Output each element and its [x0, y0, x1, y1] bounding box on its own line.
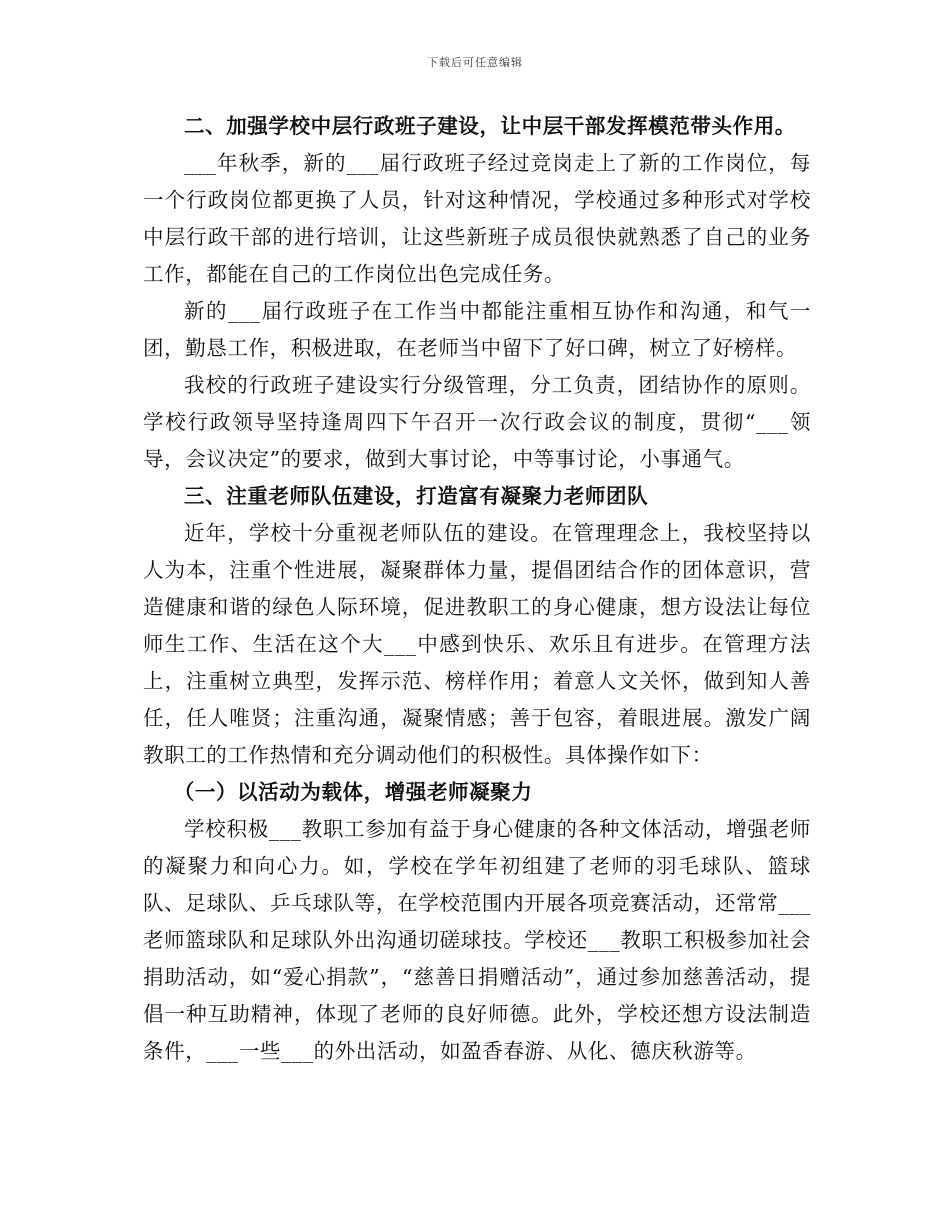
subsection-1-paragraph-1: 学校积极___教职工参加有益于身心健康的各种文体活动，增强老师的凝聚力和向心力。如，学校在学年初组建了老师的羽毛球队、篮球队、足球队、乒乓球队等，在学校范围内开展各项竞赛活动，还常常___老师篮球队和足球队外出沟通切磋球技。学校还___教职工积极参加社会捐助活动，如“爱心捐款”，“慈善日捐赠活动”，通过参加慈善活动，提倡一种互助精神，体现了老师的良好师德。此外，学校还想方设法制造条件，___一些___的外出活动，如盈香春游、从化、德庆秋游等。: [143, 817, 811, 1063]
document-body: [143, 108, 811, 1070]
subsection-1-heading: （一）以活动为载体，增强老师凝聚力: [173, 780, 533, 804]
section-2-heading: 二、加强学校中层行政班子建设，让中层干部发挥模范带头作用。: [184, 114, 796, 138]
page-header-note: 下载后可任意编辑: [427, 56, 523, 69]
section-3-paragraph-1: 近年，学校十分重视老师队伍的建设。在管理理念上，我校坚持以人为本，注重个性进展，凝聚群体力量，提倡团结合作的团体意识，营造健康和谐的绿色人际环境，促进教职工的身心健康，想方设法让每位师生工作、生活在这个大___中感到快乐、欢乐且有进步。在管理方法上，注重树立典型，发挥示范、榜样作用；着意人文关怀，做到知人善任，任人唯贤；注重沟通，凝聚情感；善于包容，着眼进展。激发广阔教职工的工作热情和充分调动他们的积极性。具体操作如下：: [143, 521, 811, 767]
section-3-heading: 三、注重老师队伍建设，打造富有凝聚力老师团队: [184, 484, 649, 508]
section-2-paragraph-2: 新的___届行政班子在工作当中都能注重相互协作和沟通，和气一团，勤恳工作，积极进取，在老师当中留下了好口碑，树立了好榜样。: [143, 299, 811, 360]
section-2-paragraph-3: 我校的行政班子建设实行分级管理，分工负责，团结协作的原则。学校行政领导坚持逢周四下午召开一次行政会议的制度，贯彻“___领导，会议决定”的要求，做到大事讨论，中等事讨论，小事通气。: [143, 373, 811, 471]
section-2-paragraph-1: ___年秋季，新的___届行政班子经过竞岗走上了新的工作岗位，每一个行政岗位都更换了人员，针对这种情况，学校通过多种形式对学校中层行政干部的进行培训，让这些新班子成员很快就熟悉了自己的业务工作，都能在自己的工作岗位出色完成任务。: [143, 151, 811, 286]
